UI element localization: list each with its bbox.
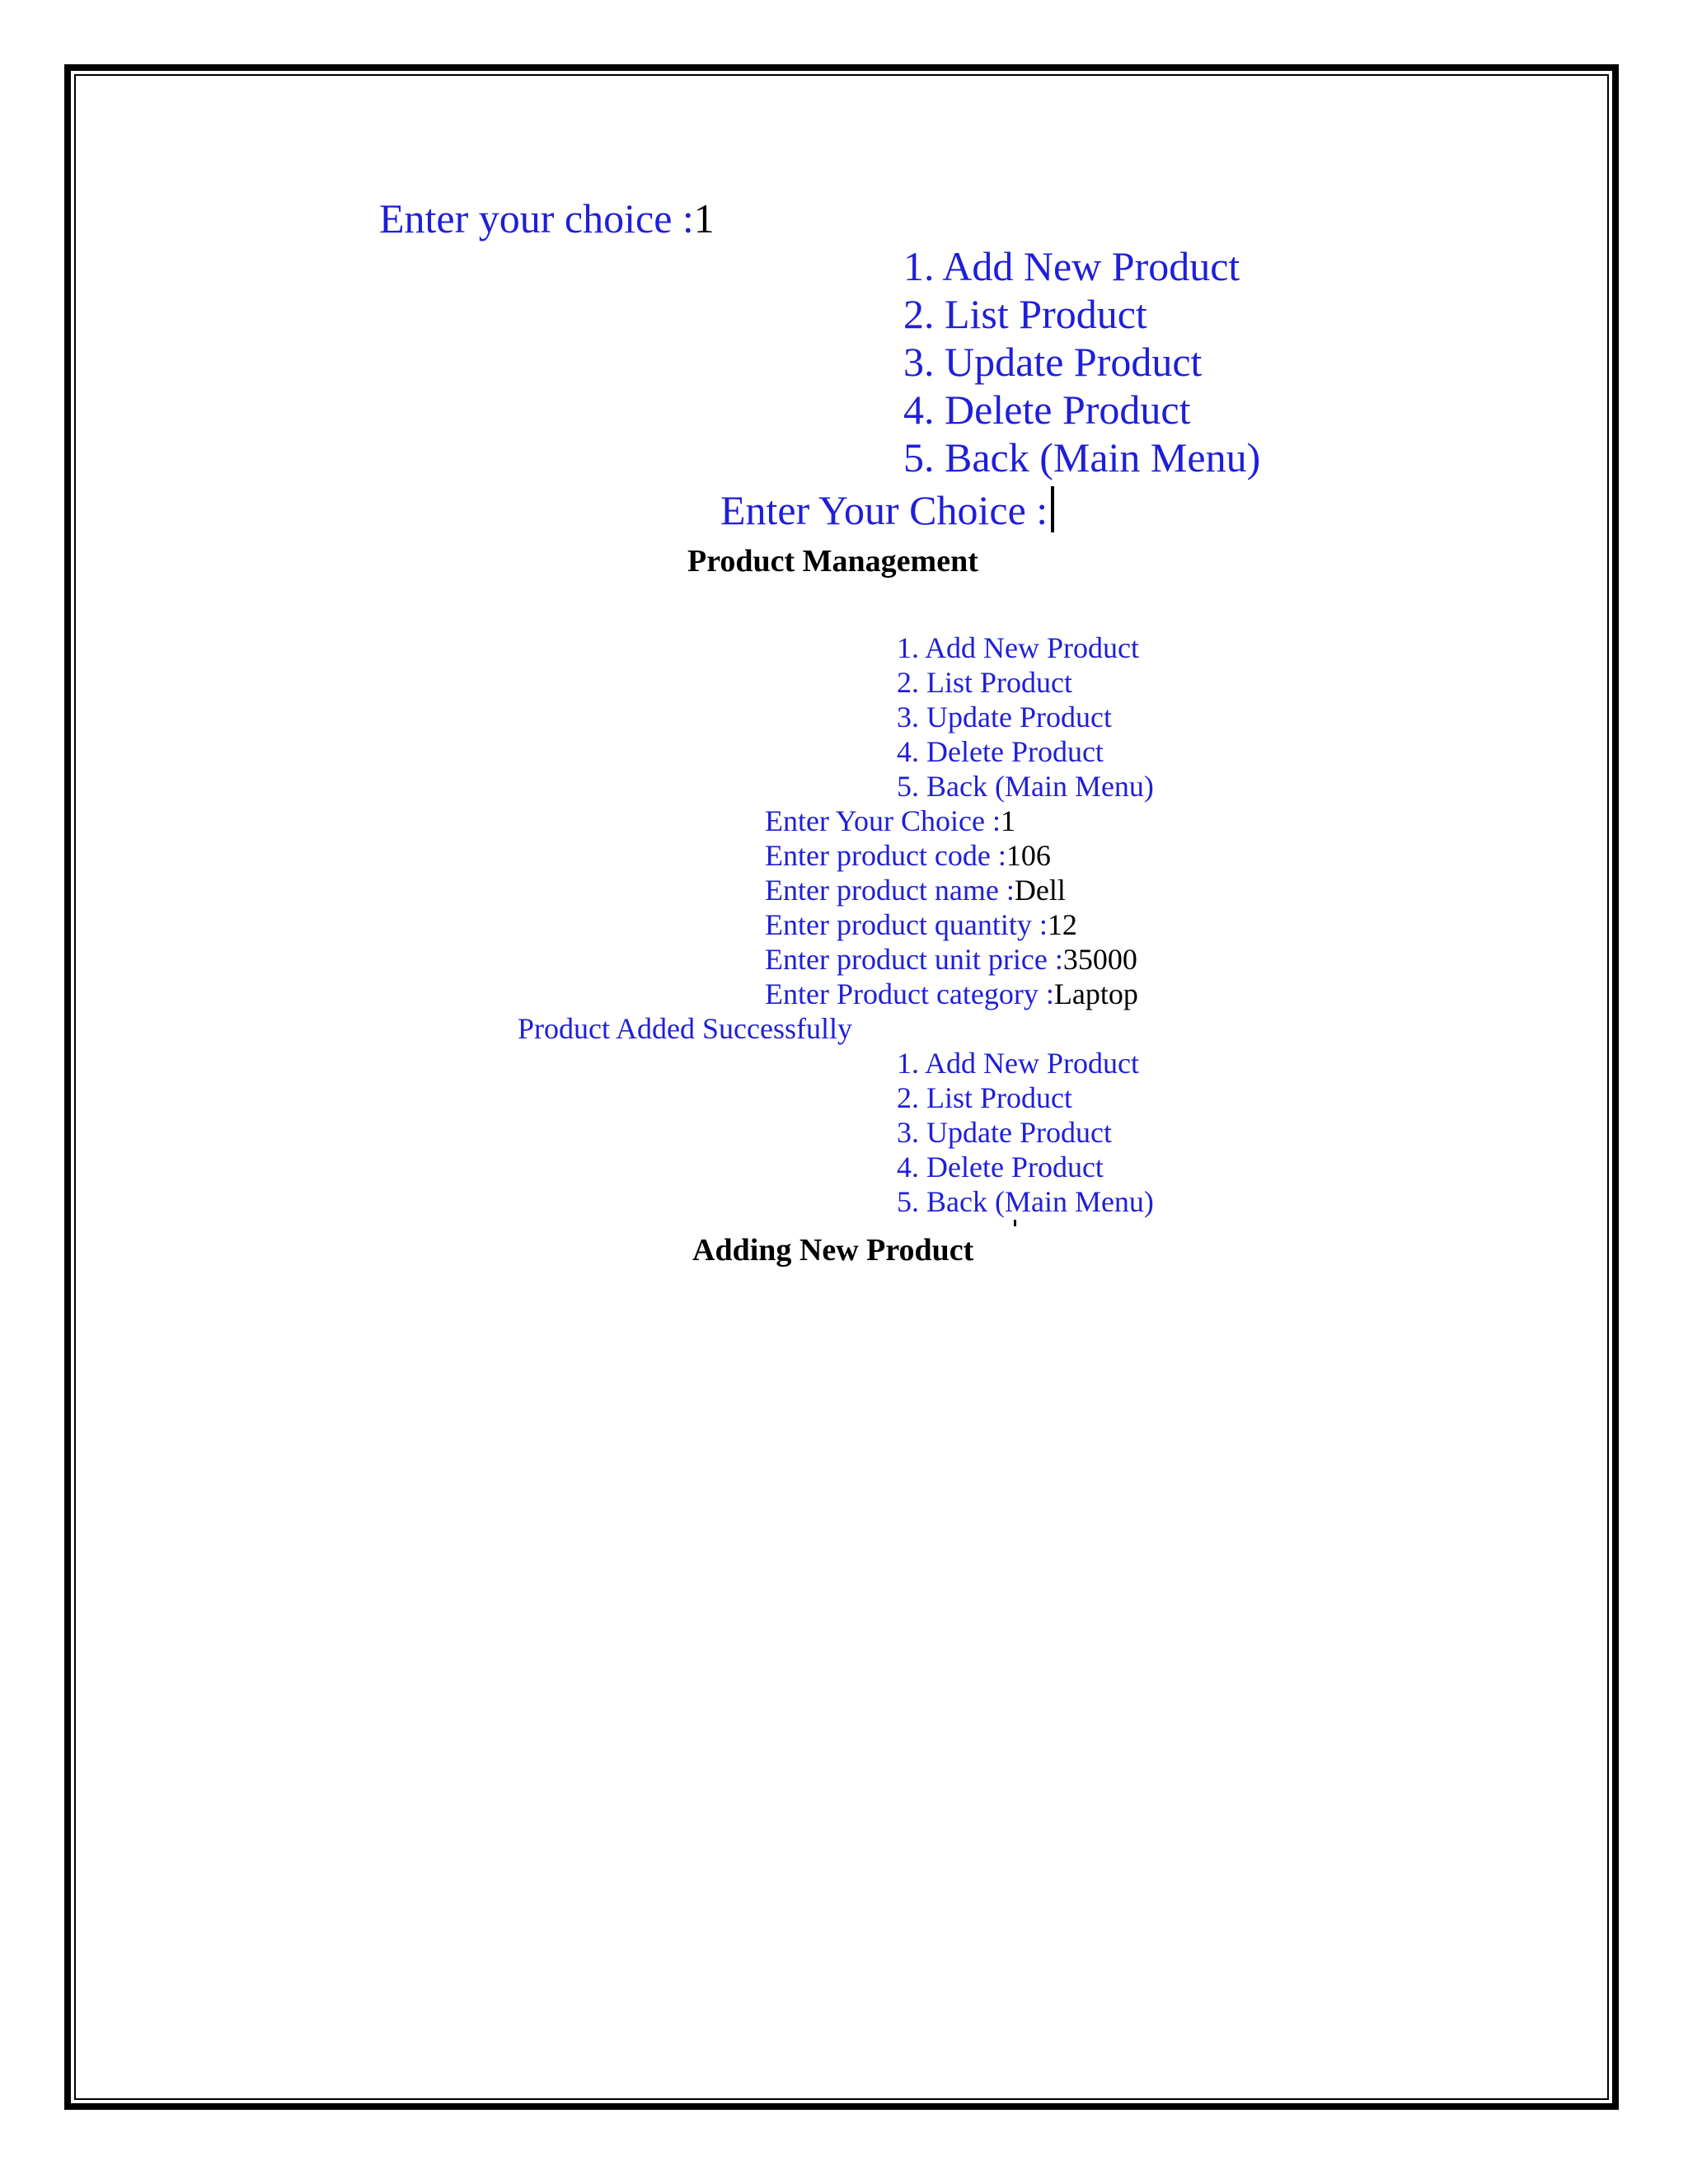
menu-bottom-item-update-product: 3. Update Product [897, 1116, 1112, 1149]
field-product-name [765, 875, 1066, 905]
menu-bottom-item-add-product: 1. Add New Product [897, 1047, 1139, 1080]
figure-caption-adding-new-product: Adding New Product [692, 1233, 974, 1268]
menu-item-list-product: 2. List Product [903, 291, 1147, 337]
field-choice [765, 806, 1015, 836]
menu-bottom-item-delete-product: 4. Delete Product [897, 1151, 1104, 1183]
field-value: Laptop [1053, 977, 1138, 1010]
menu-top-item-add-product: 1. Add New Product [897, 631, 1139, 664]
choice-line [379, 195, 715, 241]
your-choice-prompt: Enter Your Choice : [720, 487, 1048, 533]
menu-top-item-delete-product: 4. Delete Product [897, 735, 1104, 768]
choice-prompt: Enter your choice : [379, 195, 694, 241]
field-value: 35000 [1062, 943, 1137, 976]
menu-item-delete-product: 4. Delete Product [903, 387, 1191, 433]
text-cursor [1051, 486, 1054, 532]
your-choice-line [720, 486, 1054, 532]
menu-top-item-update-product: 3. Update Product [897, 701, 1112, 733]
field-label: Enter product code : [765, 839, 1006, 872]
menu-bottom-item-list-product: 2. List Product [897, 1081, 1072, 1114]
figure-caption-product-management: Product Management [687, 544, 978, 579]
field-product-unit-price [765, 944, 1137, 974]
field-value: Dell [1014, 874, 1066, 907]
menu-item-add-product: 1. Add New Product [903, 243, 1240, 289]
field-label: Enter product name : [765, 874, 1015, 907]
field-label: Enter Product category : [765, 977, 1054, 1010]
success-message: Product Added Successfully [518, 1012, 852, 1045]
menu-bottom-item-back-main-menu: 5. Back (Main Menu) [897, 1185, 1154, 1218]
field-label: Enter Your Choice : [765, 804, 1001, 837]
field-product-category [765, 979, 1138, 1009]
field-value: 1 [1000, 804, 1015, 837]
field-product-code [765, 841, 1051, 870]
field-label: Enter product quantity : [765, 908, 1048, 941]
field-value: 106 [1006, 839, 1051, 872]
menu-item-back-main-menu: 5. Back (Main Menu) [903, 434, 1261, 480]
menu-top-item-list-product: 2. List Product [897, 666, 1072, 699]
field-value: 12 [1047, 908, 1077, 941]
page-border-inner [74, 74, 1609, 2100]
choice-value: 1 [693, 195, 715, 241]
stray-mark [1014, 1220, 1016, 1226]
menu-top-item-back-main-menu: 5. Back (Main Menu) [897, 770, 1154, 803]
field-product-quantity [765, 910, 1077, 940]
field-label: Enter product unit price : [765, 943, 1063, 976]
menu-item-update-product: 3. Update Product [903, 339, 1203, 385]
